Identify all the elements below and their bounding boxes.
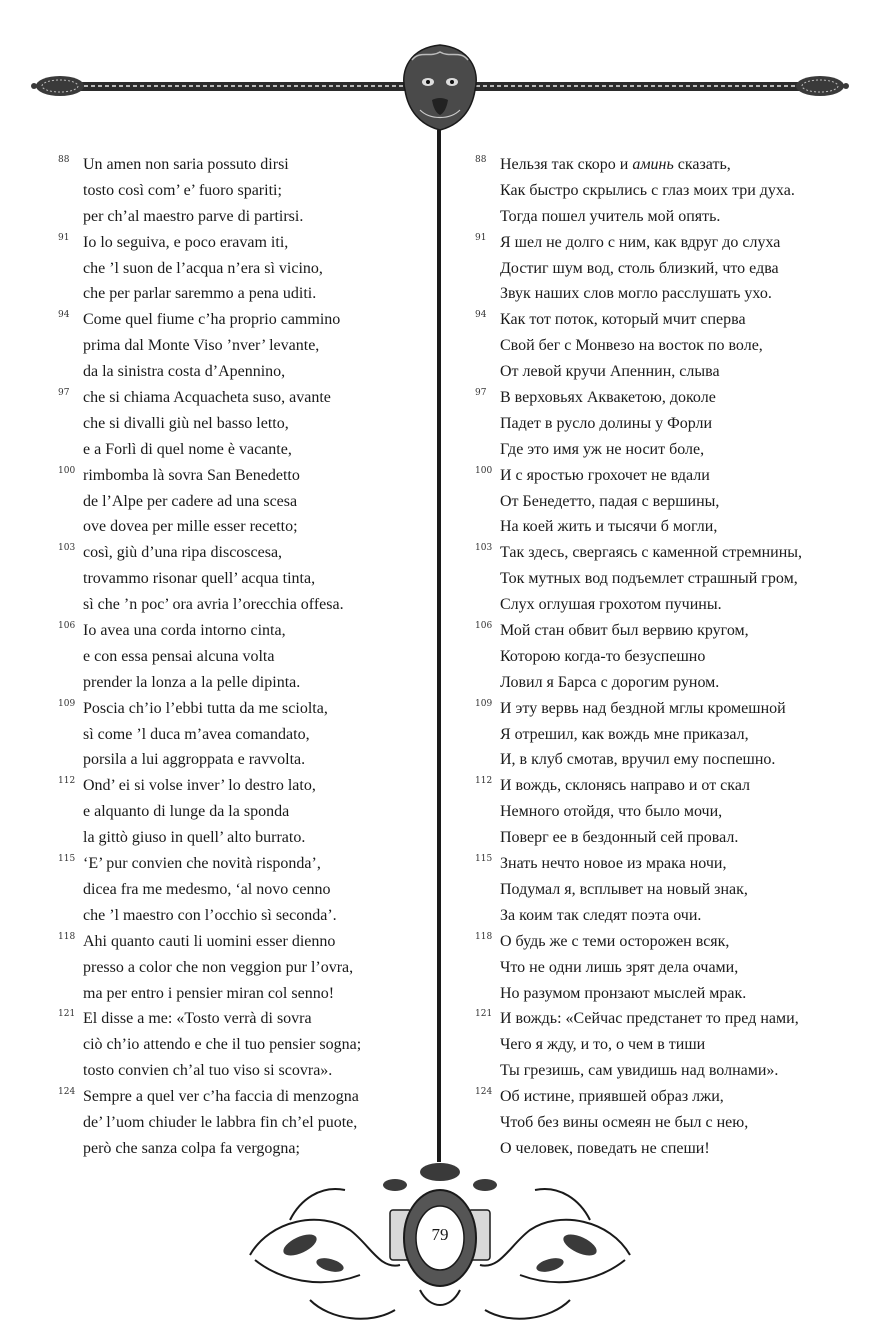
- verse-line: Свой бег с Монвезо на восток по воле,: [500, 337, 763, 355]
- verse-line: che per parlar saremmo a pena uditi.: [83, 285, 317, 303]
- verse-number: 97: [475, 388, 487, 399]
- tercet: [58, 463, 430, 541]
- verse-line: Поверг ее в бездонный сей провал.: [500, 829, 739, 847]
- tercet: [475, 463, 847, 541]
- verse-line: e alquanto di lunge da la sponda: [83, 803, 290, 821]
- verse-line: Poscia ch’io l’ebbi tutta da me sciolta,: [83, 699, 328, 717]
- verse-line: e con essa pensai alcuna volta: [83, 647, 275, 665]
- verse-line: О человек, поведать не спеши!: [500, 1139, 710, 1157]
- russian-column: [475, 152, 847, 1162]
- verse-line: От левой кручи Апеннин, слыва: [500, 363, 720, 381]
- verse-line: Я шел не долго с ним, как вдруг до слуха: [500, 233, 781, 251]
- verse-line: prima dal Monte Viso ’nver’ levante,: [83, 337, 320, 355]
- verse-line: che ’l maestro con l’occhio sì seconda’.: [83, 906, 337, 924]
- verse-line: che si divalli giù nel basso letto,: [83, 414, 289, 432]
- italic-word: аминь: [632, 156, 674, 173]
- lion-mask-icon: [404, 45, 476, 130]
- tercet: [58, 385, 430, 463]
- verse-number: 91: [475, 232, 487, 243]
- verse-line: Которою когда-то безуспешно: [500, 647, 706, 665]
- verse-line: Я отрешил, как вождь мне приказал,: [500, 725, 749, 743]
- verse-number: 115: [475, 854, 493, 865]
- tercet: [58, 307, 430, 385]
- verse-line: Sempre a quel ver c’ha faccia di menzogna: [83, 1088, 359, 1106]
- tercet: [58, 152, 430, 230]
- verse-line: И с яростью грохочет не вдали: [500, 466, 710, 484]
- verse-line: prender la lonza a la pelle dipinta.: [83, 673, 301, 691]
- tercet: [58, 929, 430, 1007]
- verse-number: 100: [58, 465, 76, 476]
- verse-line: dicea fra me medesmo, ‘al novo cenno: [83, 880, 331, 898]
- tercet: [475, 152, 847, 230]
- verse-line: così, giù d’una ripa discoscesa,: [83, 544, 283, 562]
- verse-line: Что не одни лишь зрят дела очами,: [500, 958, 739, 976]
- verse-line: Ond’ ei si volse inver’ lo destro lato,: [83, 777, 316, 795]
- verse-number: 118: [475, 931, 493, 942]
- verse-line: Так здесь, свергаясь с каменной стремнины,: [500, 544, 803, 562]
- verse-line: Нельзя так скоро и аминь сказать,: [500, 156, 731, 173]
- verse-line: de l’Alpe per cadere ad una scesa: [83, 492, 298, 510]
- tercet: [58, 696, 430, 774]
- verse-line: per ch’al maestro parve di partirsi.: [83, 207, 304, 225]
- verse-number: 106: [475, 621, 493, 632]
- verse-number: 103: [58, 543, 76, 554]
- tercet: [475, 385, 847, 463]
- verse-line: porsila a lui aggroppata e ravvolta.: [83, 751, 306, 769]
- verse-line: На коей жить и тысячи б могли,: [500, 518, 718, 536]
- tercet: [58, 540, 430, 618]
- verse-line: che ’l suon de l’acqua n’era sì vicino,: [83, 259, 323, 277]
- verse-line: Come quel fiume c’ha proprio cammino: [83, 311, 341, 329]
- verse-number: 88: [475, 155, 487, 165]
- verse-number: 112: [58, 776, 76, 787]
- verse-line: la gittò giuso in quell’ alto burrato.: [83, 829, 306, 847]
- verse-line: rimbomba là sovra San Benedetto: [83, 466, 300, 484]
- verse-line: trovammo risonar quell’ acqua tinta,: [83, 570, 316, 588]
- verse-line: Подумал я, всплывет на новый знак,: [500, 880, 748, 898]
- italian-column: [58, 152, 430, 1162]
- verse-line: Чего я жду, и то, о чем в тиши: [500, 1036, 706, 1054]
- verse-line: Ток мутных вод подъемлет страшный гром,: [500, 570, 798, 588]
- verse-number: 115: [58, 854, 76, 865]
- bottom-cartouche-ornament: [0, 1150, 880, 1341]
- tercet: [58, 851, 430, 929]
- verse-line: presso a color che non veggion pur l’ovra,: [83, 958, 354, 976]
- verse-line: che si chiama Acquacheta suso, avante: [83, 389, 331, 407]
- verse-line: Знать нечто новое из мрака ночи,: [500, 855, 727, 873]
- tercet: [58, 230, 430, 308]
- left-finial-icon: [31, 76, 84, 96]
- verse-line: ‘E’ pur convien che novità risponda’,: [83, 855, 321, 873]
- verse-line: El disse a me: «Tosto verrà di sovra: [83, 1010, 312, 1028]
- verse-line: Где это имя уж не носит боле,: [500, 440, 705, 458]
- verse-number: 91: [58, 232, 70, 243]
- tercet: [475, 230, 847, 308]
- verse-number: 103: [475, 543, 493, 554]
- verse-line: Немного отойдя, что было мочи,: [500, 803, 723, 821]
- verse-line: Чтоб без вины осмеян не был с нею,: [500, 1113, 749, 1131]
- verse-line: de’ l’uom chiuder le labbra fin ch’el puote,: [83, 1113, 358, 1131]
- verse-line: Слух оглушая грохотом пучины.: [500, 596, 722, 614]
- verse-number: 94: [475, 310, 487, 321]
- verse-line: Io avea una corda intorno cinta,: [83, 622, 286, 640]
- verse-line: ciò ch’io attendo e che il tuo pensier sogna;: [83, 1036, 362, 1054]
- verse-line: И эту вервь над бездной мглы кромешной: [500, 699, 786, 717]
- tercet: [475, 773, 847, 851]
- tercet: [475, 540, 847, 618]
- verse-line: tosto così com’ e’ fuoro spariti;: [83, 181, 282, 199]
- verse-line: Но разумом пронзают мыслей мрак.: [500, 984, 747, 1002]
- verse-number: 124: [475, 1087, 493, 1098]
- verse-number: 109: [475, 698, 493, 709]
- verse-number: 106: [58, 621, 76, 632]
- verse-line: Достиг шум вод, столь близкий, что едва: [500, 259, 779, 277]
- verse-line: Ловил я Барса с дорогим руном.: [500, 673, 720, 691]
- verse-line: И вождь, склонясь направо и от скал: [500, 777, 751, 795]
- verse-number: 121: [475, 1009, 493, 1020]
- verse-line: e a Forlì di quel nome è vacante,: [83, 440, 292, 458]
- verse-number: 121: [58, 1009, 76, 1020]
- tercet: [58, 773, 430, 851]
- tercet: [475, 851, 847, 929]
- tercet: [475, 929, 847, 1007]
- verse-line: Как быстро скрылись с глаз моих три духа.: [500, 181, 795, 199]
- verse-line: però che sanza colpa fa vergogna;: [83, 1139, 300, 1157]
- verse-number: 112: [475, 776, 493, 787]
- verse-line: Ahi quanto cauti li uomini esser dienno: [83, 932, 336, 950]
- column-divider: [437, 130, 441, 1155]
- verse-line: Мой стан обвит был вервию кругом,: [500, 622, 749, 640]
- verse-number: 124: [58, 1087, 76, 1098]
- verse-line: Падет в русло долины у Форли: [500, 414, 713, 432]
- verse-line: И, в клуб смотав, вручил ему поспешно.: [500, 751, 776, 769]
- verse-line: sì come ’l duca m’avea comandato,: [83, 725, 310, 743]
- verse-line: ma per entro i pensier miran col senno!: [83, 984, 335, 1002]
- tercet: [475, 307, 847, 385]
- top-rope-ornament: [0, 40, 880, 135]
- verse-line: Ты грезишь, сам увидишь над волнами».: [500, 1062, 779, 1080]
- tercet: [475, 1006, 847, 1084]
- tercet: [58, 618, 430, 696]
- verse-line: Тогда пошел учитель мой опять.: [500, 207, 721, 225]
- verse-line: За коим так следят поэта очи.: [500, 906, 702, 924]
- verse-number: 118: [58, 931, 76, 942]
- page-number: 79: [431, 1225, 449, 1244]
- verse-line: Об истине, приявшей образ лжи,: [500, 1088, 724, 1106]
- verse-line: ove dovea per mille esser recetto;: [83, 518, 298, 536]
- tercet: [475, 618, 847, 696]
- verse-line: tosto convien ch’al tuo viso si scovra».: [83, 1062, 333, 1080]
- verse-number: 109: [58, 698, 76, 709]
- verse-line: И вождь: «Сейчас предстанет то пред нами,: [500, 1010, 799, 1028]
- tercet: [475, 696, 847, 774]
- verse-number: 97: [58, 388, 70, 399]
- verse-number: 88: [58, 155, 70, 165]
- tercet: [58, 1006, 430, 1084]
- verse-number: 100: [475, 465, 493, 476]
- verse-number: 94: [58, 310, 70, 321]
- verse-line: Un amen non saria possuto dirsi: [83, 156, 289, 173]
- verse-line: Звук наших слов могло расслушать ухо.: [500, 285, 772, 303]
- right-finial-icon: [796, 76, 849, 96]
- verse-line: sì che ’n poc’ ora avria l’orecchia offesa.: [83, 596, 344, 614]
- verse-line: Как тот поток, который мчит сперва: [500, 311, 746, 329]
- verse-line: От Бенедетто, падая с вершины,: [500, 492, 720, 510]
- verse-line: В верховьях Аквакетою, доколе: [500, 389, 716, 407]
- verse-line: da la sinistra costa d’Apennino,: [83, 363, 286, 381]
- verse-line: О будь же с теми осторожен всяк,: [500, 932, 730, 950]
- verse-line: Io lo seguiva, e poco eravam iti,: [83, 233, 289, 251]
